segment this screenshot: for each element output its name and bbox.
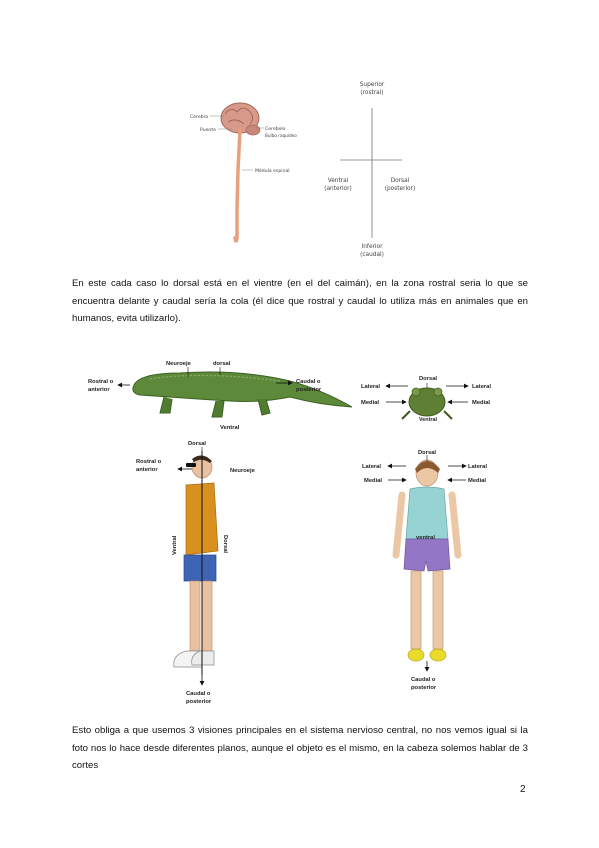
woman-caudal-label: Caudal o [411, 677, 436, 683]
axis-ventral-sub: (anterior) [324, 186, 352, 192]
croc-ventral-label: Ventral [220, 425, 240, 431]
croc-anterior-label: anterior [88, 387, 110, 393]
page-number: 2 [520, 784, 526, 795]
label-puente: Puente [200, 128, 216, 133]
woman-dorsal-label: Dorsal [418, 450, 437, 456]
orientation-figure [80, 355, 520, 720]
woman-posterior-label: posterior [411, 685, 437, 691]
axis-superior-sub: (rostral) [360, 90, 384, 96]
label-medula: Médula espinal [255, 169, 290, 174]
spinal-cord [235, 130, 240, 242]
man-rostral-label: Rostral o [136, 459, 162, 465]
man-posterior-label: posterior [186, 699, 212, 705]
woman-ventral-label: ventral [416, 535, 436, 541]
label-bulbo: Bulbo raquídeo [265, 133, 297, 138]
croc-neuroeje-label: Neuroeje [166, 361, 191, 367]
man-ventral-label: Ventral [172, 535, 178, 555]
woman-lateral-left-label: Lateral [362, 464, 382, 470]
cns-figure [180, 70, 430, 265]
woman-illustration [396, 460, 458, 661]
frog-ventral-label: Ventral [419, 417, 437, 423]
axis-ventral: Ventral [327, 178, 349, 184]
croc-posterior-label: posterior [296, 387, 322, 393]
frog-medial-left-label: Medial [361, 400, 380, 406]
man-dorsal-side-label: Dorsal [222, 535, 228, 554]
woman-lateral-right-label: Lateral [468, 464, 488, 470]
man-caudal-label: Caudal o [186, 691, 211, 697]
axis-inferior-sub: (caudal) [360, 252, 384, 258]
paragraph-1: En este cada caso lo dorsal está en el vientre (en el del caimán), en la zona rostral seria lo que se encuentra delante y caudal sería la cola (él dice que rostral y caudal lo utiliza más en animales que en humanos, evita utilizarlo). [72, 278, 528, 324]
woman-medial-right-label: Medial [468, 478, 487, 484]
axis-dorsal-sub: (posterior) [384, 186, 416, 192]
paragraph-2: Esto obliga a que usemos 3 visiones principales en el sistema nervioso central, no nos vemos igual si la foto nos lo hace desde diferentes planos, aunque el objeto es el mismo, en la cabeza solemos hablar de 3 cortes [72, 725, 528, 771]
frog-illustration [402, 388, 452, 419]
label-cerebelo: Cerebelo [265, 127, 286, 132]
frog-medial-right-label: Medial [472, 400, 491, 406]
man-neuroeje-label: Neuroeje [230, 468, 255, 474]
man-dorsal-label: Dorsal [188, 441, 207, 447]
frog-lateral-left-label: Lateral [361, 384, 381, 390]
axis-dorsal: Dorsal [390, 178, 410, 184]
frog-lateral-right-label: Lateral [472, 384, 492, 390]
man-anterior-label: anterior [136, 467, 158, 473]
frog-dorsal-label: Dorsal [419, 376, 438, 382]
axis-inferior: Inferior [361, 244, 383, 250]
axis-superior: Superior [359, 82, 385, 88]
man-illustration [174, 455, 218, 667]
croc-caudal-label: Caudal o [296, 379, 321, 385]
croc-dorsal-label: dorsal [213, 361, 231, 367]
label-cerebro: Cerebro [190, 115, 209, 120]
croc-rostral-label: Rostral o [88, 379, 114, 385]
woman-medial-left-label: Medial [364, 478, 383, 484]
